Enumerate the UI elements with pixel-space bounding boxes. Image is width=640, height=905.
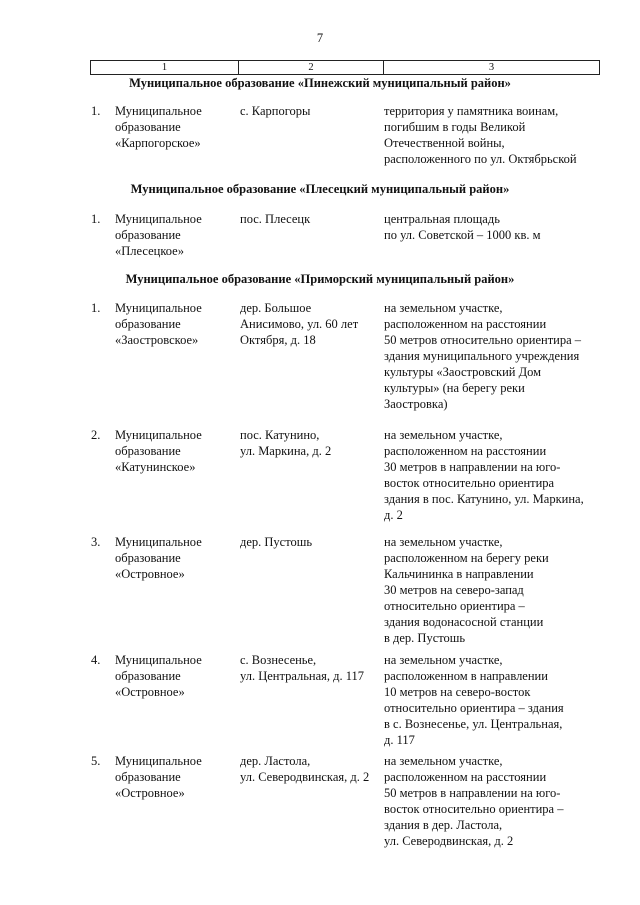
municipality-name: Муниципальное образование «Островное»	[115, 653, 202, 699]
row-number: 2.	[91, 428, 101, 442]
section-title: Муниципальное образование «Пинежский муниципальный район»	[129, 76, 511, 90]
settlement-name: пос. Плесецк	[240, 212, 311, 226]
row-number: 3.	[91, 535, 101, 549]
location-description: на земельном участке, расположенном на расстоянии 50 метров в направлении на юго- восток относительно ориентира – здания в дер. Ластола, ул. Северодвинская, д. 2	[384, 754, 564, 848]
municipality-name: Муниципальное образование «Катунинское»	[115, 428, 202, 474]
location-description: на земельном участке, расположенном в направлении 10 метров на северо-восток относительно ориентира – здания в с. Вознесенье, ул. Центральная, д. 117	[384, 653, 564, 747]
header-col-2: 2	[238, 61, 383, 74]
settlement-name: дер. Ластола, ул. Северодвинская, д. 2	[240, 754, 370, 784]
row-number: 1.	[91, 301, 101, 315]
section-title: Муниципальное образование «Приморский муниципальный район»	[125, 272, 515, 286]
settlement-name: дер. Большое Анисимово, ул. 60 лет Октября, д. 18	[240, 301, 359, 347]
row-number: 5.	[91, 754, 101, 768]
municipality-name: Муниципальное образование «Карпогорское»	[115, 104, 202, 150]
settlement-name: пос. Катунино, ул. Маркина, д. 2	[240, 428, 332, 458]
section-title: Муниципальное образование «Плесецкий муниципальный район»	[130, 182, 510, 196]
municipality-name: Муниципальное образование «Островное»	[115, 754, 202, 800]
table-header-row	[90, 60, 600, 75]
row-number: 4.	[91, 653, 101, 667]
municipality-name: Муниципальное образование «Заостровское»	[115, 301, 202, 347]
municipality-name: Муниципальное образование «Островное»	[115, 535, 202, 581]
settlement-name: с. Карпогоры	[240, 104, 311, 118]
settlement-name: дер. Пустошь	[240, 535, 313, 549]
municipality-name: Муниципальное образование «Плесецкое»	[115, 212, 202, 258]
page-number: 7	[316, 31, 324, 45]
row-number: 1.	[91, 212, 101, 226]
header-col-1: 1	[161, 62, 168, 73]
settlement-name: с. Вознесенье, ул. Центральная, д. 117	[240, 653, 365, 683]
row-number: 1.	[91, 104, 101, 118]
header-col-3: 3	[383, 61, 599, 74]
location-description: на земельном участке, расположенном на расстоянии 30 метров в направлении на юго- восток относительно ориентира здания в пос. Катунино, ул. Маркина, д. 2	[384, 428, 584, 522]
location-description: центральная площадь по ул. Советской – 1000 кв. м	[384, 212, 541, 242]
location-description: на земельном участке, расположенном на расстоянии 50 метров относительно ориентира – здания муниципального учреждения культуры «Заостровский Дом культуры» (на берегу реки Заостровка)	[384, 301, 582, 411]
location-description: территория у памятника воинам, погибшим в годы Великой Отечественной войны, расположенного по ул. Октябрьской	[384, 104, 577, 166]
location-description: на земельном участке, расположенном на берегу реки Кальчининка в направлении 30 метров на северо-запад относительно ориентира – здания водонасосной станции в дер. Пустошь	[384, 535, 549, 645]
